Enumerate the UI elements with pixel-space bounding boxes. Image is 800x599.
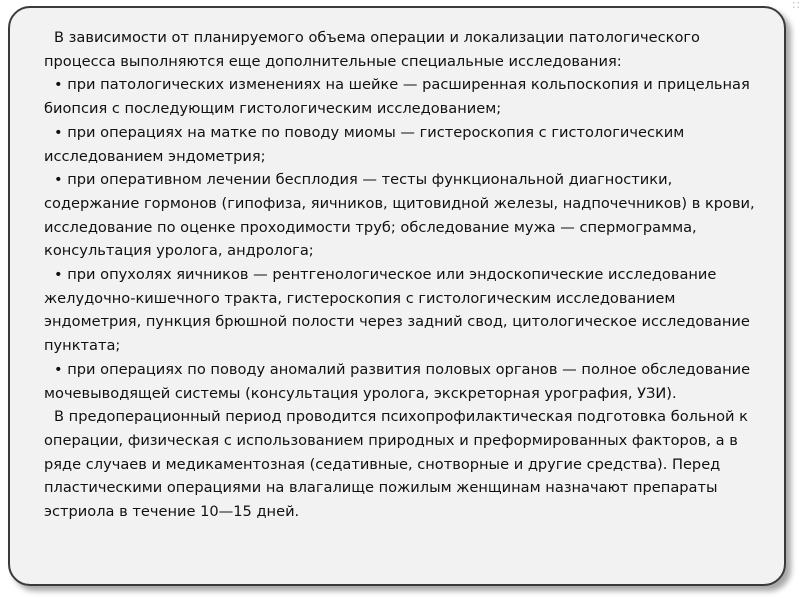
paragraph-intro: В зависимости от планируемого объема операции и локализации патологического процесса выполняются еще дополнительные специальные исследования:	[44, 29, 700, 70]
bullet-infertility: • при оперативном лечении бесплодия — тесты функциональной диагностики, содержание гормонов (гипофиза, яичников, щитовидной железы, надпочечников) в крови, исследование по оценке проходимости труб; обследование мужа — спермограмма, консультация уролога, андролога;	[44, 171, 755, 260]
bullet-anomalies: • при операциях по поводу аномалий развития половых органов — полное обследование мочевыводящей системы (консультация уролога, экскреторная урография, УЗИ).	[44, 360, 751, 402]
bullet-uterus: • при операциях на матке по поводу миомы — гистероскопия с гистологическим исследованием эндометрия;	[44, 123, 685, 165]
slide-frame	[8, 6, 786, 586]
fullscreen-corner-icon[interactable]	[793, 2, 799, 8]
fullscreen-corner-icon-svg	[793, 2, 799, 8]
paragraph-closing: В предоперационный период проводится психопрофилактическая подготовка больной к операции, физическая с использованием природных и преформированных факторов, а в ряде случаев и медикаментозная (седативные, снотворные и другие средства). Перед пластическими операциями на влагалище пожилым женщинам назначают препараты эстриола в течение 10—15 дней.	[44, 408, 748, 521]
slide-text	[44, 26, 764, 524]
bullet-cervix: • при патологических изменениях на шейке — расширенная кольпоскопия и прицельная биопсия с последующим гистологическим исследованием;	[44, 76, 750, 118]
bullet-ovarian-tumors: • при опухолях яичников — рентгенологическое или эндоскопические исследование желудочно-кишечного тракта, гистероскопия с гистологическим исследованием эндометрия, пункция брюшной полости через задний свод, цитологическое исследование пунктата;	[44, 266, 750, 355]
